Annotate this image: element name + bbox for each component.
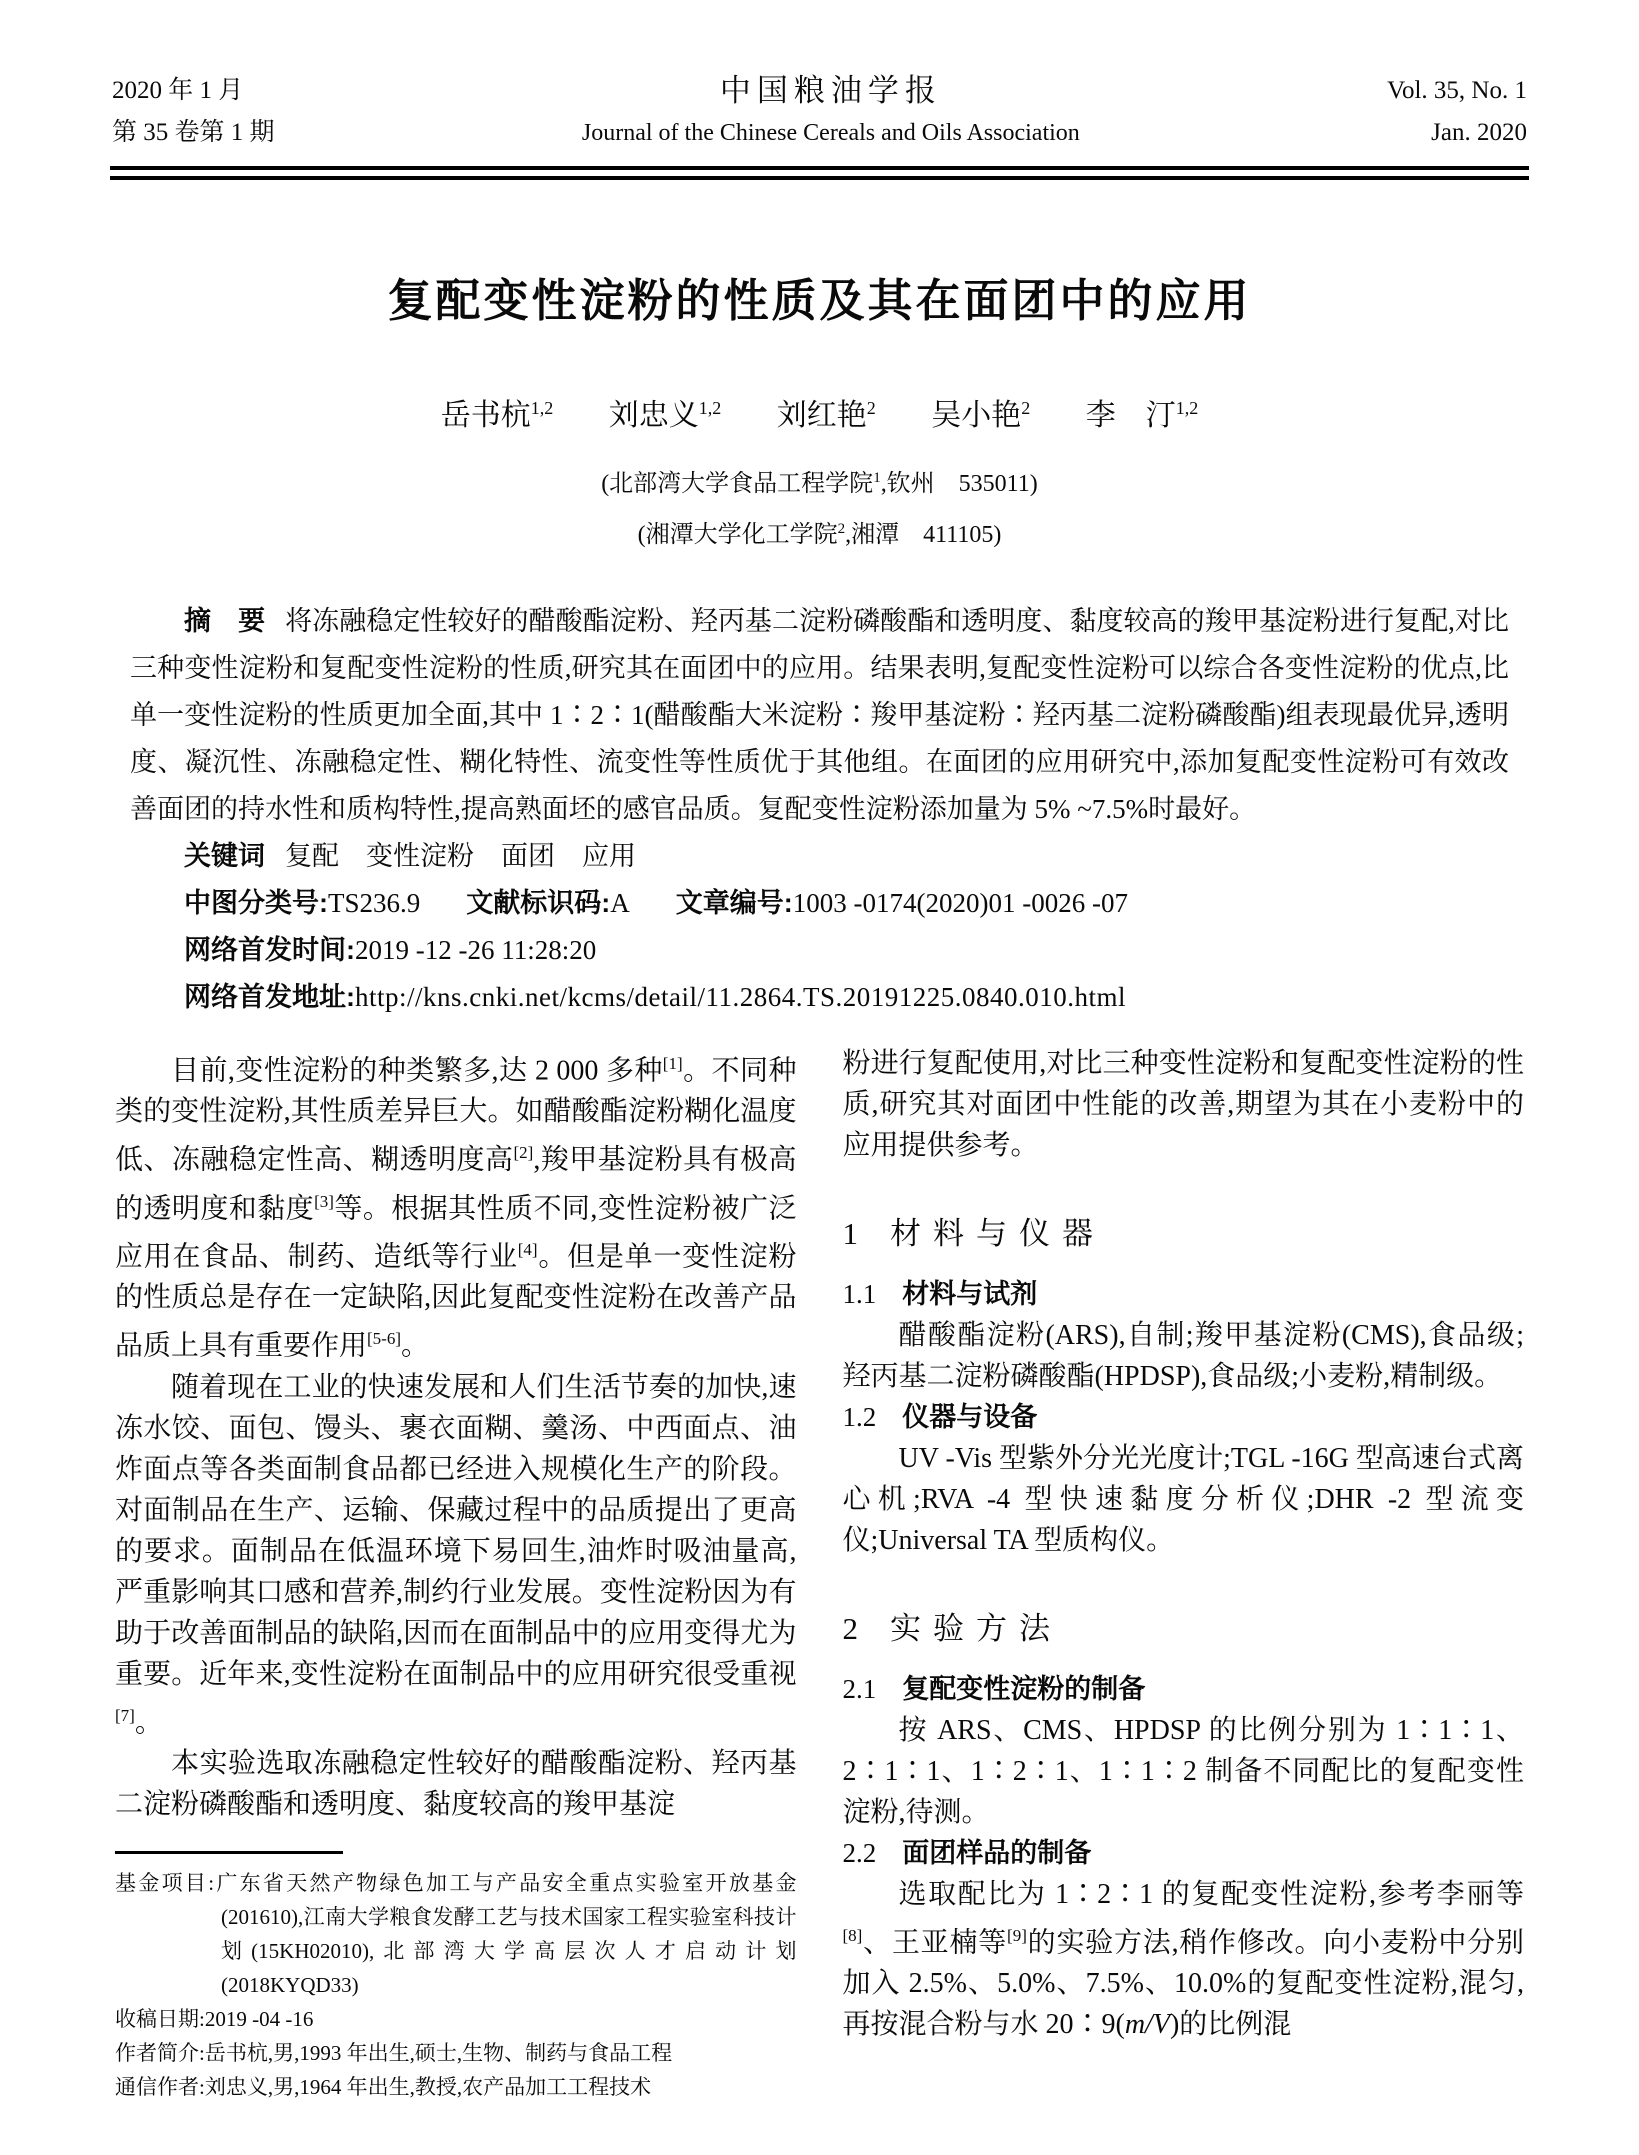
section-title: 材料与仪器 [890,1216,1105,1251]
section-1-heading [843,1210,1525,1258]
classification-line [130,880,1509,927]
subsection-1-2-body: UV -Vis 型紫外分光光度计;TGL -16G 型高速台式离心机;RVA -4 型快速黏度分析仪;DHR -2 型流变仪;Universal TA 型质构仪。 [842,1443,1524,1556]
clc-value: TS236.9 [328,888,421,918]
journal-date-cn: 2020 年 1 月 [112,77,244,104]
section-number: 1 [842,1216,858,1251]
clc-label: 中图分类号: [184,888,328,918]
footnote-fund-label: 基金项目: [115,1870,215,1895]
affiliation-text: (湘潭大学化工学院 [637,522,838,548]
footnote-corresponding-text: 刘忠义,男,1964 年出生,教授,农产品加工工程技术 [204,2074,652,2099]
subsection-2-1-heading [843,1669,1525,1710]
footnote-fund-text: 广东省天然产物绿色加工与产品安全重点实验室开放基金(201610),江南大学粮食发酵工艺与技术国家工程实验室科技计划(15KH02010),北部湾大学高层次人才启动计划(2018KYQD33) [214,1870,797,1997]
subsection-number: 2.1 [842,1674,877,1704]
author-superscript: 1,2 [530,398,554,418]
journal-masthead [0,0,1639,154]
footnote-corresponding-label: 通信作者: [115,2074,205,2099]
online-url-value: http://kns.cnki.net/kcms/detail/11.2864.TS.20191225.0840.010.html [355,982,1126,1012]
footnote-bio-text: 岳书杭,男,1993 年出生,硕士,生物、制药与食品工程 [204,2040,673,2065]
author [931,399,1030,432]
journal-issue-cn: 第 35 卷第 1 期 [112,119,275,146]
subsection-title: 材料与试剂 [902,1279,1038,1309]
author-name: 李 汀 [1085,399,1176,432]
affiliation-1 [0,456,1639,507]
subsection-title: 仪器与设备 [902,1402,1038,1432]
doc-code-label: 文献标识码: [466,888,611,918]
section-2-heading [843,1605,1525,1653]
body-columns [0,1021,1639,2104]
header-divider [110,166,1529,180]
subsection-2-2-heading [843,1833,1525,1874]
footnote-received-label: 收稿日期: [115,2006,205,2031]
footnote-fund [115,1866,797,2002]
masthead-right [1387,70,1527,154]
journal-date-en: Jan. 2020 [1431,119,1527,146]
footnote-bio [115,2036,797,2070]
subsection-number: 2.2 [842,1838,877,1868]
left-column [115,1043,797,2104]
keywords-line [130,833,1509,880]
online-time-label: 网络首发时间: [184,935,355,965]
author-name: 刘忠义 [608,399,699,432]
subsection-number: 1.1 [842,1279,877,1309]
section-number: 2 [842,1611,858,1646]
author [777,399,876,432]
keywords-label: 关键词 [184,841,265,871]
author-superscript: 1,2 [698,398,722,418]
abstract-paragraph [130,598,1509,833]
author-name: 吴小艳 [931,399,1022,432]
affiliation-superscript: 1 [873,470,881,486]
footnote-corresponding [115,2070,797,2104]
masthead-center [275,70,1388,154]
section-title: 实验方法 [890,1611,1062,1646]
right-column [843,1043,1525,2104]
journal-title-cn: 中国粮油学报 [719,73,942,108]
subsection-title: 面团样品的制备 [902,1838,1092,1868]
paragraph-intro-3: 本实验选取冻融稳定性较好的醋酸酯淀粉、羟丙基二淀粉磷酸酯和透明度、黏度较高的羧甲基淀 [115,1747,797,1820]
affiliation-text: ,湘潭 411105) [845,522,1002,548]
doc-code-value: A [610,888,630,918]
subsection-title: 复配变性淀粉的制备 [902,1674,1146,1704]
paragraph-intro-2: 随着现在工业的快速发展和人们生活节奏的加快,速冻水饺、面包、馒头、裹衣面糊、羹汤、中西面点、油炸面点等各类面制食品都已经进入规模化生产的阶段。对面制品在生产、运输、保藏过程中的品质提出了更高的要求。面制品在低温环境下易回生,油炸时吸油量高,严重影响其口感和营养,制约行业发展。变性淀粉因为有助于改善面制品的缺陷,因而在面制品中的应用变得尤为重要。近年来,变性淀粉在面制品中的应用研究很受重视[7]。 [115,1371,797,1738]
author-name: 刘红艳 [776,399,867,432]
footnotes [115,1866,797,2104]
author [441,399,554,432]
footnote-bio-label: 作者简介: [115,2040,205,2065]
abstract-label: 摘 要 [184,606,266,636]
subsection-2-2-body: 选取配比为 1∶2∶1 的复配变性淀粉,参考李丽等[8]、王亚楠等[9]的实验方法,稍作修改。向小麦粉中分别加入 2.5%、5.0%、7.5%、10.0%的复配变性淀粉,混匀,再按混合粉与水 20∶9(m/V)的比例混 [842,1879,1524,2041]
author-name: 岳书杭 [440,399,531,432]
author-superscript: 2 [1021,398,1031,418]
abstract-text: 将冻融稳定性较好的醋酸酯淀粉、羟丙基二淀粉磷酸酯和透明度、黏度较高的羧甲基淀粉进行复配,对比三种变性淀粉和复配变性淀粉的性质,研究其在面团中的应用。结果表明,复配变性淀粉可以综合各变性淀粉的优点,比单一变性淀粉的性质更加全面,其中 1∶2∶1(醋酸酯大米淀粉∶羧甲基淀粉∶羟丙基二淀粉磷酸酯)组表现最优异,透明度、凝沉性、冻融稳定性、糊化特性、流变性等性质优于其他组。在面团的应用研究中,添加复配变性淀粉可有效改善面团的持水性和质构特性,提高熟面坯的感官品质。复配变性淀粉添加量为 5% ~7.5%时最好。 [130,606,1509,824]
paragraph-intro-continuation: 粉进行复配使用,对比三种变性淀粉和复配变性淀粉的性质,研究其对面团中性能的改善,期望为其在小麦粉中的应用提供参考。 [842,1048,1524,1161]
subsection-1-2-heading [843,1397,1525,1438]
author-superscript: 1,2 [1175,398,1199,418]
footnote-divider [115,1851,343,1854]
masthead-left [112,70,275,154]
journal-title-en: Journal of the Chinese Cereals and Oils Association [581,120,1080,146]
keywords-text: 复配 变性淀粉 面团 应用 [285,841,636,871]
author [609,399,722,432]
subsection-2-1-body: 按 ARS、CMS、HPDSP 的比例分别为 1∶1∶1、2∶1∶1、1∶2∶1、1∶1∶2 制备不同配比的复配变性淀粉,待测。 [842,1715,1524,1828]
subsection-1-1-heading [843,1274,1525,1315]
authors-line [0,386,1639,438]
online-time-value: 2019 -12 -26 11:28:20 [355,935,597,965]
online-url-line [130,974,1509,1021]
online-time-line [130,927,1509,974]
subsection-1-1-body: 醋酸酯淀粉(ARS),自制;羧甲基淀粉(CMS),食品级;羟丙基二淀粉磷酸酯(HPDSP),食品级;小麦粉,精制级。 [842,1320,1524,1392]
subsection-number: 1.2 [842,1402,877,1432]
article-title: 复配变性淀粉的性质及其在面团中的应用 [387,276,1252,326]
article-id-label: 文章编号: [675,888,793,918]
footnote-received-text: 2019 -04 -16 [204,2006,314,2031]
affiliation-superscript: 2 [837,521,846,537]
abstract-block [130,598,1509,1021]
journal-volume-en: Vol. 35, No. 1 [1387,77,1527,104]
affiliation-text: ,钦州 535011) [880,471,1038,497]
affiliations [0,456,1639,558]
footnote-received [115,2002,797,2036]
affiliation-text: (北部湾大学食品工程学院 [601,471,874,497]
article-id-value: 1003 -0174(2020)01 -0026 -07 [792,888,1128,918]
author [1086,399,1199,432]
paragraph-intro-1: 目前,变性淀粉的种类繁多,达 2 000 多种[1]。不同种类的变性淀粉,其性质差异巨大。如醋酸酯淀粉糊化温度低、冻融稳定性高、糊透明度高[2],羧甲基淀粉具有极高的透明度和黏度[3]等。根据其性质不同,变性淀粉被广泛应用在食品、制药、造纸等行业[4]。但是单一变性淀粉的性质总是存在一定缺陷,因此复配变性淀粉在改善产品品质上具有重要作用[5-6]。 [115,1054,797,1362]
author-superscript: 2 [866,398,876,418]
affiliation-2 [0,507,1639,558]
online-url-label: 网络首发地址: [184,982,355,1012]
